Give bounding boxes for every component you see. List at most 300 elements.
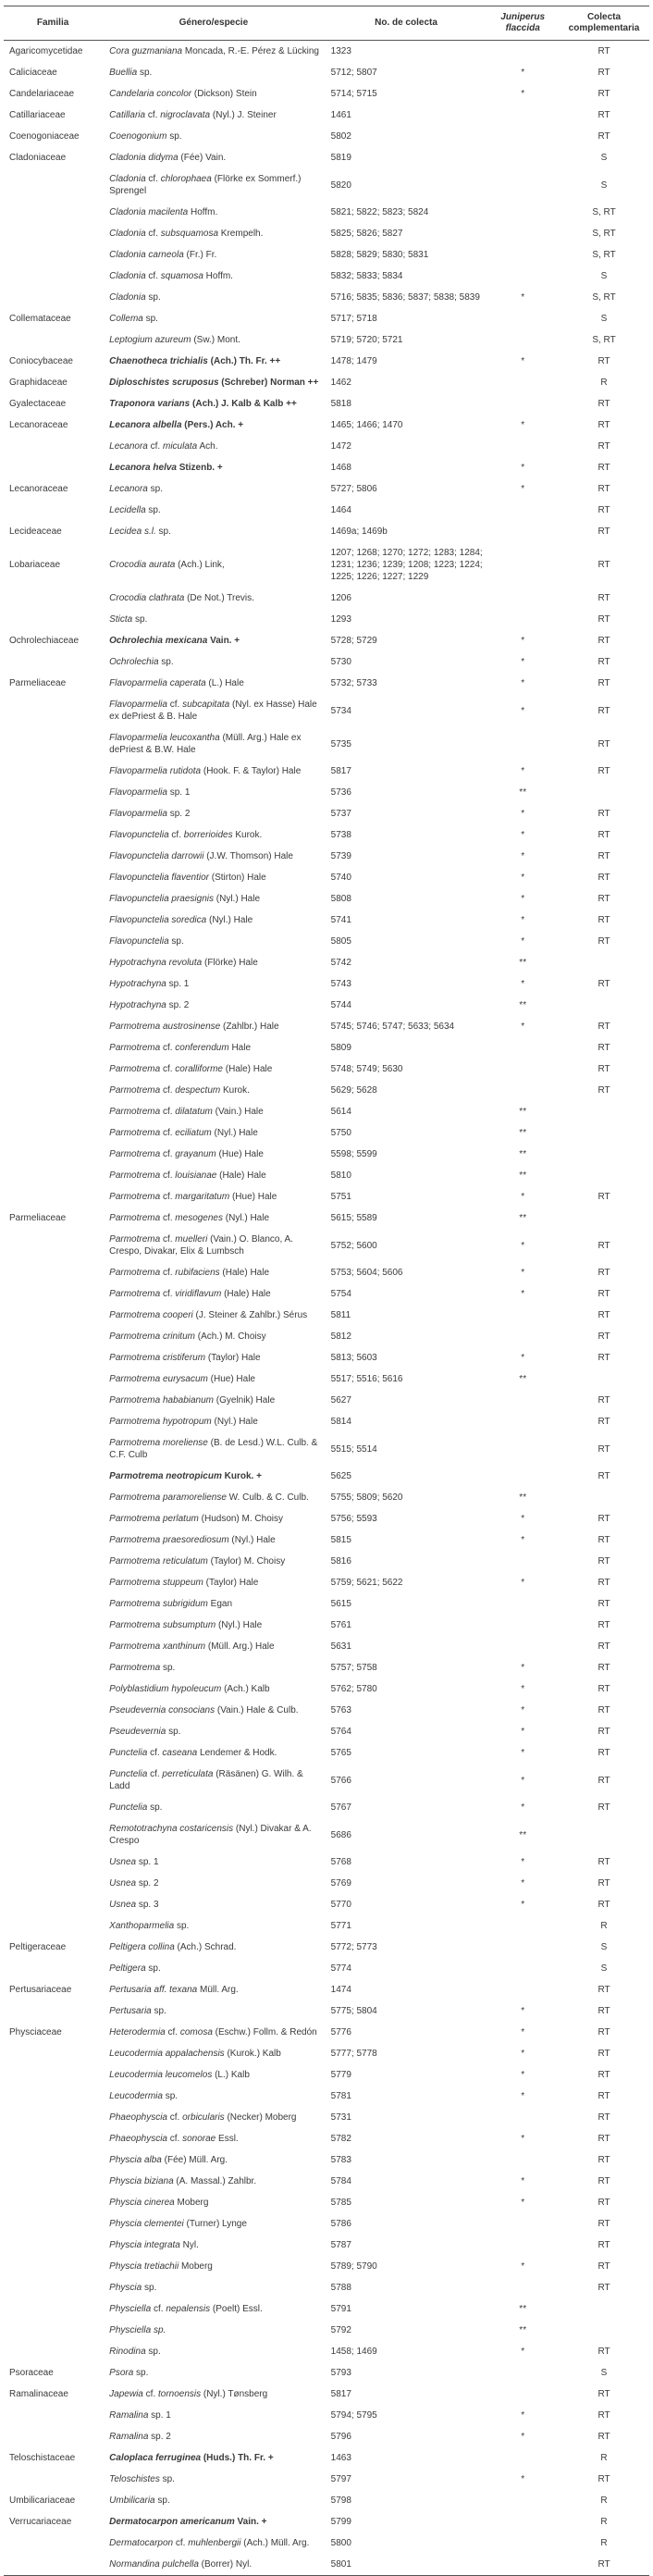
taxon-author: (Gyelnik) Hale <box>214 1395 276 1406</box>
taxon-name: Pertusaria <box>109 2006 152 2016</box>
collection-numbers-cell: 5615 <box>330 1599 351 1609</box>
taxon-name: Leucodermia appalachensis <box>109 2049 225 2059</box>
species-cell <box>102 1144 325 1165</box>
juniperus-mark-cell: * <box>521 1240 525 1251</box>
familia-cell <box>4 2213 102 2235</box>
complementary-collection-cell <box>559 2298 649 2320</box>
species-cell <box>102 1432 325 1466</box>
familia-cell <box>4 694 102 727</box>
collection-numbers-cell: 5515; 5514 <box>330 1443 377 1455</box>
species-cell <box>102 952 325 973</box>
table-row <box>4 478 649 500</box>
collection-numbers-cell: 5755; 5809; 5620 <box>330 1492 403 1503</box>
complementary-collection-cell: RT <box>598 1395 610 1406</box>
species-cell <box>102 588 325 609</box>
taxon-author: cf. <box>160 1128 176 1138</box>
taxon-name: Flavopunctelia soredica <box>109 915 207 925</box>
collection-numbers-cell: 5816 <box>330 1556 351 1567</box>
taxon-author: sp. 2 <box>166 809 191 819</box>
familia-cell <box>4 2086 102 2107</box>
collection-numbers-cell: 5750 <box>330 1128 351 1138</box>
taxon-name: Flavopunctelia flaventior <box>109 873 209 883</box>
table-row <box>4 2192 649 2213</box>
taxon-author: (Nyl.) Hale <box>211 1128 258 1138</box>
table-header-row <box>4 6 649 41</box>
taxon-name: Parmotrema subsumptum <box>109 1620 216 1630</box>
collection-numbers-cell: 5805 <box>330 936 351 947</box>
species-cell <box>102 2213 325 2235</box>
species-cell <box>102 1208 325 1229</box>
species-cell <box>102 2554 325 2576</box>
collection-numbers-cell: 5808 <box>330 894 351 904</box>
familia-cell: Lobariaceae <box>9 560 61 570</box>
collection-numbers-cell: 5763 <box>330 1705 351 1715</box>
collection-numbers-cell: 5761 <box>330 1620 351 1630</box>
juniperus-mark-cell: * <box>521 1578 525 1588</box>
taxon-name: Flavoparmelia <box>109 809 167 819</box>
complementary-collection-cell: RT <box>598 2198 610 2208</box>
familia-cell <box>4 888 102 910</box>
species-cell <box>102 910 325 931</box>
collection-numbers-cell: 5828; 5829; 5830; 5831 <box>330 250 429 260</box>
species-cell <box>102 1283 325 1305</box>
familia-cell <box>4 2171 102 2192</box>
species-cell <box>102 2277 325 2298</box>
juniperus-mark-cell <box>487 308 559 329</box>
species-cell <box>102 1615 325 1636</box>
complementary-collection-cell: RT <box>598 131 610 142</box>
table-row <box>4 393 649 415</box>
taxon-name: sonorae <box>182 2134 216 2144</box>
table-row <box>4 1818 649 1852</box>
table-row <box>4 266 649 287</box>
species-cell <box>102 2405 325 2426</box>
collection-numbers-cell: 5788 <box>330 2283 351 2293</box>
table-row <box>4 2447 649 2469</box>
taxon-name: Parmotrema praesorediosum <box>109 1535 229 1545</box>
collection-numbers-cell: 1293 <box>330 614 351 625</box>
collection-numbers-cell: 5735 <box>330 738 351 749</box>
collection-numbers-cell: 5751 <box>330 1192 351 1202</box>
taxon-author: cf. <box>160 1043 176 1053</box>
species-cell <box>102 973 325 995</box>
complementary-collection-cell: RT <box>598 1620 610 1630</box>
juniperus-mark-cell: * <box>521 1663 525 1673</box>
species-cell <box>102 1937 325 1958</box>
species-cell <box>102 1466 325 1487</box>
familia-cell <box>4 457 102 478</box>
familia-cell <box>4 2256 102 2277</box>
taxon-name: dilatatum <box>175 1107 213 1117</box>
species-cell <box>102 1636 325 1657</box>
collection-numbers-cell: 5631 <box>330 1641 351 1652</box>
juniperus-mark-cell <box>487 202 559 223</box>
complementary-collection-cell: RT <box>598 89 610 99</box>
collection-numbers-cell: 5797 <box>330 2474 351 2484</box>
taxon-name: Parmotrema subrigidum <box>109 1599 208 1609</box>
juniperus-mark-cell: * <box>521 1289 525 1299</box>
species-cell <box>102 1368 325 1390</box>
taxon-author: Kurok. <box>220 1085 250 1096</box>
complementary-collection-cell: RT <box>598 1705 610 1715</box>
taxon-author: (Hue) Hale <box>207 1374 255 1384</box>
table-row <box>4 1037 649 1059</box>
collection-numbers-cell: 5764 <box>330 1727 351 1737</box>
complementary-collection-cell <box>559 782 649 803</box>
familia-cell <box>4 1186 102 1208</box>
complementary-collection-cell: RT <box>598 2006 610 2016</box>
complementary-collection-cell <box>559 1144 649 1165</box>
table-row <box>4 694 649 727</box>
complementary-collection-cell: S <box>600 153 608 163</box>
taxon-author: (Fr.) Fr. <box>183 250 217 260</box>
juniperus-mark-cell: ** <box>519 787 527 798</box>
taxon-author: Moberg <box>174 2198 209 2208</box>
taxon-name: Collema <box>109 314 143 324</box>
familia-cell <box>4 436 102 457</box>
collection-numbers-cell: 5812 <box>330 1331 351 1342</box>
complementary-collection-cell <box>559 2320 649 2341</box>
table-row <box>4 1572 649 1593</box>
complementary-collection-cell: RT <box>598 894 610 904</box>
complementary-collection-cell: S, RT <box>592 250 616 260</box>
taxon-author: (Ach.) J. Kalb & Kalb ++ <box>190 399 297 409</box>
taxon-name: Parmotrema <box>109 1107 161 1117</box>
taxon-author: sp. <box>154 2496 170 2506</box>
collection-numbers-cell: 5752; 5600 <box>330 1240 377 1251</box>
taxon-author: (Nyl.) Hale <box>216 1620 263 1630</box>
familia-cell <box>4 782 102 803</box>
complementary-collection-cell: S, RT <box>592 207 616 217</box>
species-cell <box>102 393 325 415</box>
complementary-collection-cell: RT <box>598 873 610 883</box>
taxon-author: (Ach.) M. Choisy <box>194 1331 266 1342</box>
complementary-collection-cell: RT <box>598 441 610 452</box>
taxon-author: (J.W. Thomson) Hale <box>203 851 293 861</box>
complementary-collection-cell: R <box>600 2496 608 2506</box>
complementary-collection-cell: R <box>600 2453 608 2463</box>
collection-numbers-cell: 5798 <box>330 2496 351 2506</box>
taxon-author: cf. <box>166 2134 183 2144</box>
familia-cell <box>4 1466 102 1487</box>
taxon-name: Parmotrema <box>109 1192 161 1202</box>
table-row <box>4 2554 649 2576</box>
taxon-name: Phaeophyscia <box>109 2112 167 2123</box>
complementary-collection-cell: RT <box>598 1064 610 1074</box>
familia-cell <box>4 168 102 202</box>
taxon-name: Parmotrema hypotropum <box>109 1417 212 1427</box>
species-cell <box>102 1721 325 1742</box>
taxon-name: Flavopunctelia <box>109 830 169 840</box>
species-cell <box>102 415 325 436</box>
taxon-name: Ochrolechia mexicana <box>109 636 208 646</box>
table-row <box>4 931 649 952</box>
collection-numbers-cell: 5730 <box>330 657 351 667</box>
familia-cell <box>4 1678 102 1700</box>
collection-numbers-cell: 5743 <box>330 979 351 989</box>
complementary-collection-cell: RT <box>598 1556 610 1567</box>
juniperus-mark-cell: * <box>521 68 525 78</box>
taxon-name: Physcia integrata <box>109 2240 180 2250</box>
juniperus-mark-cell: * <box>521 830 525 840</box>
collection-numbers-cell: 5615; 5589 <box>330 1213 377 1223</box>
taxon-author: sp. <box>147 484 163 494</box>
juniperus-mark-cell <box>487 393 559 415</box>
familia-cell <box>4 824 102 846</box>
taxon-author: (Räsänen) G. Wilh. & Ladd <box>109 1769 303 1791</box>
collection-numbers-cell: 5625 <box>330 1471 351 1481</box>
taxon-author: cf. <box>160 1268 176 1278</box>
complementary-collection-cell: RT <box>598 1192 610 1202</box>
juniperus-mark-cell: * <box>521 2049 525 2059</box>
taxon-author: (Nyl.) Tønsberg <box>201 2389 268 2399</box>
table-row <box>4 1208 649 1229</box>
taxon-name: Lecanora <box>109 441 148 452</box>
familia-cell <box>4 651 102 673</box>
table-row <box>4 1508 649 1530</box>
taxon-name: Parmotrema crinitum <box>109 1331 195 1342</box>
species-cell <box>102 351 325 372</box>
table-row <box>4 436 649 457</box>
collection-numbers-cell: 5785 <box>330 2198 351 2208</box>
taxon-name: Physcia <box>109 2283 142 2293</box>
complementary-collection-cell: RT <box>598 1417 610 1427</box>
juniperus-mark-cell: * <box>521 1535 525 1545</box>
species-cell <box>102 542 325 588</box>
complementary-collection-cell: RT <box>598 420 610 430</box>
complementary-collection-cell: RT <box>598 1599 610 1609</box>
collection-numbers-cell: 1463 <box>330 2453 351 2463</box>
juniperus-mark-cell <box>487 2107 559 2128</box>
taxon-author: (L.) Hale <box>205 678 244 688</box>
species-cell <box>102 1229 325 1262</box>
species-cell <box>102 2086 325 2107</box>
table-row <box>4 782 649 803</box>
familia-cell <box>4 2298 102 2320</box>
juniperus-mark-cell: * <box>521 1802 525 1813</box>
familia-cell: Lecanoraceae <box>9 420 68 430</box>
collection-numbers-cell: 1461 <box>330 110 351 120</box>
familia-cell <box>4 1636 102 1657</box>
taxon-name: borrerioides <box>183 830 233 840</box>
taxon-author: W. Culb. & C. Culb. <box>226 1492 309 1503</box>
juniperus-mark-cell: * <box>521 979 525 989</box>
species-cell <box>102 2192 325 2213</box>
taxon-name: tornoensis <box>157 2389 202 2399</box>
familia-cell <box>4 1852 102 1873</box>
taxon-name: despectum <box>175 1085 221 1096</box>
collection-numbers-cell: 5777; 5778 <box>330 2049 377 2059</box>
table-row <box>4 1678 649 1700</box>
species-cell <box>102 1852 325 1873</box>
taxon-name: Punctelia <box>109 1748 148 1758</box>
table-row <box>4 2022 649 2043</box>
species-cell <box>102 1390 325 1411</box>
taxon-name: Cladonia macilenta <box>109 207 189 217</box>
table-row <box>4 651 649 673</box>
juniperus-mark-cell: * <box>521 356 525 366</box>
taxon-name: Parmotrema <box>109 1213 161 1223</box>
taxon-name: Punctelia <box>109 1802 148 1813</box>
familia-cell <box>4 1700 102 1721</box>
collection-numbers-cell: 5598; 5599 <box>330 1149 377 1159</box>
familia-cell <box>4 2064 102 2086</box>
taxon-name: Physciella <box>109 2304 152 2314</box>
taxon-name: Parmotrema cooperi <box>109 1310 193 1320</box>
collection-numbers-cell: 5768 <box>330 1857 351 1867</box>
species-cell <box>102 1657 325 1678</box>
taxon-name: Xanthoparmelia <box>109 1921 175 1931</box>
taxon-name: mesogenes <box>175 1213 223 1223</box>
juniperus-mark-cell <box>487 1593 559 1615</box>
species-cell <box>102 1958 325 1979</box>
familia-cell <box>4 588 102 609</box>
taxon-author: sp. <box>155 526 171 537</box>
taxon-author: (Dickson) Stein <box>191 89 257 99</box>
taxon-name: miculata <box>162 441 198 452</box>
collection-numbers-cell: 5825; 5826; 5827 <box>330 229 403 239</box>
familia-cell <box>4 1390 102 1411</box>
complementary-collection-cell: S <box>600 180 608 191</box>
taxon-author: (Nyl. ex Hasse) Hale ex dePriest & B. Hale <box>109 700 317 722</box>
taxon-author: cf. <box>147 441 163 452</box>
taxon-name: Usnea <box>109 1900 137 1910</box>
species-cell <box>102 2362 325 2384</box>
familia-cell <box>4 266 102 287</box>
species-cell <box>102 1551 325 1572</box>
table-row <box>4 673 649 694</box>
complementary-collection-cell: RT <box>598 2091 610 2101</box>
taxon-name: Hypotrachyna <box>109 1000 166 1010</box>
species-cell <box>102 673 325 694</box>
species-cell <box>102 521 325 542</box>
taxon-author: (Hook. F. & Taylor) Hale <box>201 766 302 776</box>
taxon-name: comosa <box>179 2027 213 2037</box>
species-cell <box>102 727 325 761</box>
complementary-collection-cell <box>559 1208 649 1229</box>
table-row <box>4 727 649 761</box>
collection-numbers-cell: 5727; 5806 <box>330 484 377 494</box>
taxon-author: Essl. <box>216 2134 239 2144</box>
taxon-author: (Ach.) Schrad. <box>174 1942 237 1952</box>
taxon-name: Ochrolechia <box>109 657 159 667</box>
juniperus-mark-cell: * <box>521 89 525 99</box>
taxon-name: Usnea <box>109 1857 137 1867</box>
taxon-name: eciliatum <box>175 1128 212 1138</box>
table-row <box>4 1894 649 1915</box>
collection-numbers-cell: 5796 <box>330 2432 351 2442</box>
taxon-author: cf. <box>145 271 161 281</box>
taxon-author: sp. <box>166 131 182 142</box>
familia-cell <box>4 2149 102 2171</box>
table-row <box>4 1368 649 1390</box>
taxon-author: (A. Massal.) Zahlbr. <box>173 2176 257 2186</box>
complementary-collection-cell: RT <box>598 2240 610 2250</box>
species-cell <box>102 2511 325 2533</box>
familia-cell <box>4 1615 102 1636</box>
familia-cell: Lecideaceae <box>9 526 62 537</box>
taxon-name: Physcia tretiachii <box>109 2261 179 2272</box>
complementary-collection-cell: RT <box>598 2474 610 2484</box>
table-row <box>4 415 649 436</box>
complementary-collection-cell: RT <box>598 2176 610 2186</box>
juniperus-mark-cell: * <box>521 936 525 947</box>
taxon-name: Parmotrema <box>109 1170 161 1181</box>
collection-numbers-cell: 5809 <box>330 1043 351 1053</box>
taxon-name: Leucodermia <box>109 2091 163 2101</box>
species-cell <box>102 126 325 147</box>
taxon-name: Parmotrema stuppeum <box>109 1578 203 1588</box>
juniperus-mark-cell: ** <box>519 1000 527 1010</box>
table-row <box>4 2298 649 2320</box>
juniperus-mark-cell: * <box>521 2261 525 2272</box>
collection-numbers-cell: 5737 <box>330 809 351 819</box>
taxon-author: cf. <box>160 1170 176 1181</box>
collection-numbers-cell: 5769 <box>330 1878 351 1889</box>
taxon-author: (Hale) Hale <box>216 1170 266 1181</box>
taxon-name: Parmotrema hababianum <box>109 1395 214 1406</box>
complementary-collection-cell: RT <box>598 738 610 749</box>
juniperus-mark-cell: ** <box>519 2304 527 2314</box>
juniperus-mark-cell <box>487 2384 559 2405</box>
table-row <box>4 867 649 888</box>
header-no-colecta: No. de colecta <box>326 6 487 41</box>
table-body <box>4 41 649 2576</box>
taxon-author: sp. 2 <box>166 1000 190 1010</box>
familia-cell: Coenogoniaceae <box>9 131 80 142</box>
table-row <box>4 521 649 542</box>
collection-numbers-cell: 5714; 5715 <box>330 89 377 99</box>
taxon-name: Ramalina <box>109 2432 149 2442</box>
familia-cell <box>4 1742 102 1764</box>
table-row <box>4 372 649 393</box>
familia-cell: Caliciaceae <box>9 68 57 78</box>
familia-cell <box>4 609 102 630</box>
familia-cell: Parmeliaceae <box>9 678 67 688</box>
taxon-author: (Poelt) Essl. <box>210 2304 263 2314</box>
juniperus-mark-cell <box>487 1059 559 1080</box>
complementary-collection-cell: RT <box>598 936 610 947</box>
familia-cell: Peltigeraceae <box>9 1942 67 1952</box>
species-cell <box>102 1080 325 1101</box>
collection-numbers-cell: 5791 <box>330 2304 351 2314</box>
complementary-collection-cell: RT <box>598 2410 610 2421</box>
table-row <box>4 2362 649 2384</box>
table-row <box>4 2533 649 2554</box>
familia-cell <box>4 1080 102 1101</box>
juniperus-mark-cell <box>487 1979 559 2000</box>
familia-cell <box>4 1144 102 1165</box>
species-cell <box>102 2022 325 2043</box>
collection-numbers-cell: 5818 <box>330 399 351 409</box>
juniperus-mark-cell: * <box>521 2198 525 2208</box>
complementary-collection-cell: S, RT <box>592 229 616 239</box>
species-cell <box>102 2490 325 2511</box>
familia-cell <box>4 846 102 867</box>
taxon-author: cf. <box>165 2027 180 2037</box>
table-row <box>4 803 649 824</box>
species-cell <box>102 1326 325 1347</box>
taxon-author: (Ach.) Link, <box>175 560 225 570</box>
taxon-author: (Müll. Arg.) Hale ex dePriest & B.W. Hale <box>109 733 302 755</box>
species-cell <box>102 202 325 223</box>
taxon-name: Usnea <box>109 1878 137 1889</box>
juniperus-mark-cell <box>487 1466 559 1487</box>
taxon-name: Leptogium azureum <box>109 335 191 345</box>
taxon-name: rubifaciens <box>175 1268 220 1278</box>
juniperus-mark-cell: ** <box>519 958 527 968</box>
juniperus-mark-cell: * <box>521 1353 525 1363</box>
